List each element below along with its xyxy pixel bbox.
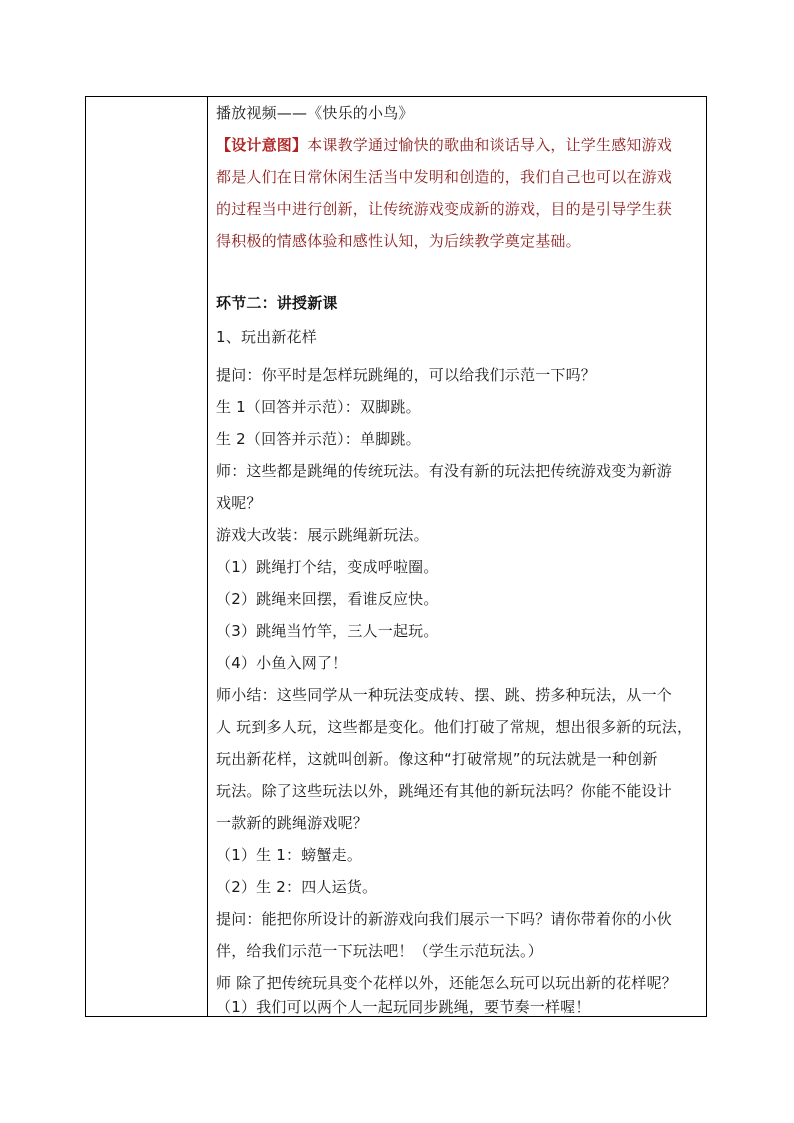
text-line: 师小结：这些同学从一种玩法变成转、摆、跳、捞多种玩法，从一个 [216, 686, 673, 704]
design-intent-line-2: 都是人们在日常休闲生活当中发明和创造的，我们自己也可以在游戏 [216, 168, 673, 186]
table-left-column [86, 97, 208, 1016]
list-item: （1）跳绳打个结，变成呼啦圈。 [216, 558, 439, 576]
text-line: 一款新的跳绳游戏呢？ [216, 814, 369, 832]
list-item: （1）生 1：螃蟹走。 [216, 846, 363, 864]
list-item: （1）我们可以两个人一起玩同步跳绳，要节奏一样喔！ [216, 998, 591, 1016]
text-line: 生 2（回答并示范）：单脚跳。 [216, 430, 421, 448]
text-line: 玩法。除了这些玩法以外，跳绳还有其他的新玩法吗？你能不能设计 [216, 782, 673, 800]
lesson-table [85, 96, 707, 1017]
design-intent-line-4: 得积极的情感体验和感性认知，为后续教学奠定基础。 [216, 232, 581, 250]
text-line: 游戏大改装：展示跳绳新玩法。 [216, 526, 429, 544]
section-title: 环节二：讲授新课 [216, 294, 338, 312]
text-line: 师 除了把传统玩具变个花样以外，还能怎么玩可以玩出新的花样呢？ [216, 974, 677, 992]
list-item: （3）跳绳当竹竿，三人一起玩。 [216, 622, 439, 640]
list-item: （4）小鱼入网了！ [216, 654, 348, 672]
list-item: （2）跳绳来回摆，看谁反应快。 [216, 590, 439, 608]
text-line: 人 玩到多人玩，这些都是变化。他们打破了常规，想出很多新的玩法， [216, 718, 693, 736]
design-intent-line-3: 的过程当中进行创新，让传统游戏变成新的游戏，目的是引导学生获 [216, 200, 673, 218]
text-line: 提问：能把你所设计的新游戏向我们展示一下吗？请你带着你的小伙 [216, 910, 673, 928]
text-line: 伴，给我们示范一下玩法吧！（学生示范玩法。） [216, 942, 543, 960]
video-line: 播放视频——《快乐的小鸟》 [216, 104, 414, 122]
text-line: 师：这些都是跳绳的传统玩法。有没有新的玩法把传统游戏变为新游 [216, 462, 673, 480]
design-intent-line-1: 【设计意图】本课教学通过愉快的歌曲和谈话导入，让学生感知游戏 [216, 136, 673, 154]
subsection-title: 1、玩出新花样 [216, 328, 317, 346]
text-line: 戏呢？ [216, 494, 262, 512]
table-right-column [208, 97, 706, 1016]
text-line: 生 1（回答并示范）：双脚跳。 [216, 398, 421, 416]
list-item: （2）生 2：四人运货。 [216, 878, 378, 896]
design-intent-tag: 【设计意图】 [216, 136, 308, 154]
text-line: 玩出新花样，这就叫创新。像这种“打破常规”的玩法就是一种创新 [216, 750, 658, 768]
text-line: 提问：你平时是怎样玩跳绳的，可以给我们示范一下吗？ [216, 366, 597, 384]
